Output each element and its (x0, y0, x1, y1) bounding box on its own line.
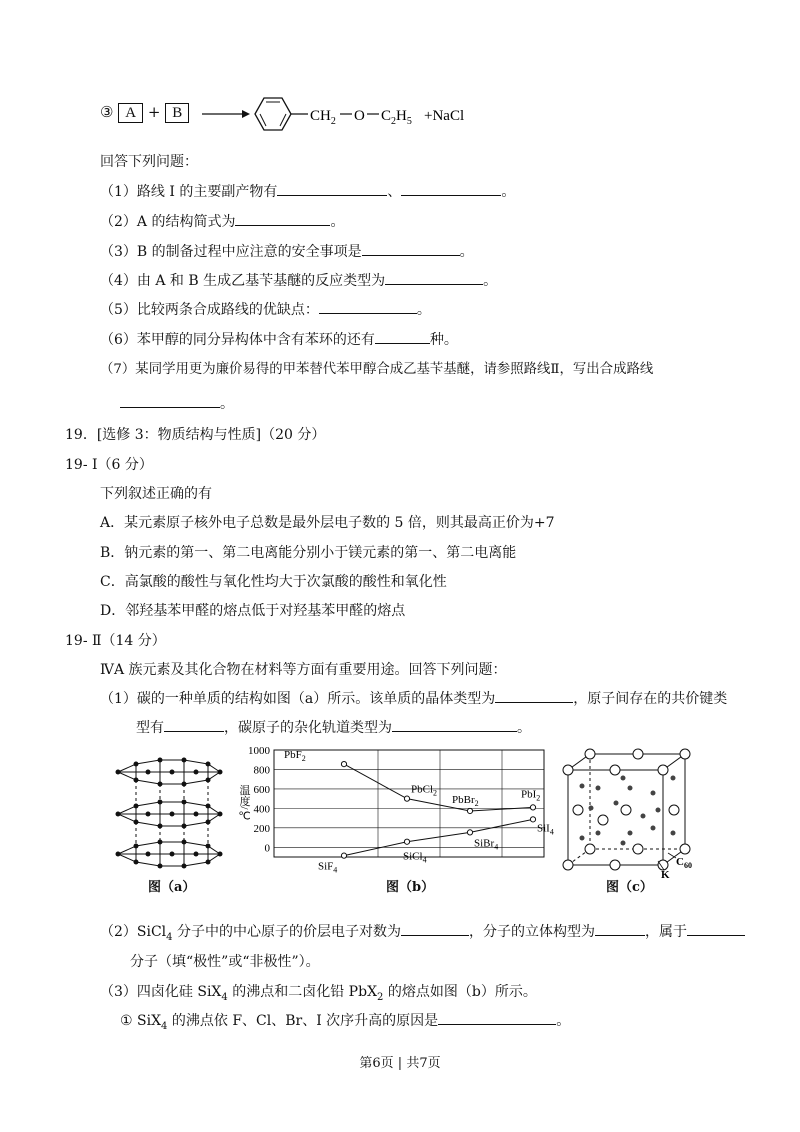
data-label: SiI$_4$ (537, 822, 554, 837)
y-tick-label: 400 (253, 803, 270, 816)
k3c60-lattice-figure (558, 748, 698, 881)
data-point (467, 808, 472, 813)
ethyl-group: $C_2H_5$ (381, 108, 412, 127)
q18-1-text: （1）路线 I 的主要副产物有 (100, 184, 278, 200)
data-label: PbF$_2$ (284, 749, 306, 764)
y-tick-label: 0 (264, 842, 270, 855)
data-label: PbBr$_2$ (452, 793, 479, 808)
option-c: C．高氯酸的酸性与氧化性均大于次氯酸的酸性和氧化性 (100, 574, 447, 590)
q18-5 (100, 299, 431, 319)
y-tick-label: 200 (253, 822, 270, 835)
q18-1-end: 。 (501, 184, 516, 200)
fig-b-caption: 图（b） (386, 880, 435, 895)
answer-blank[interactable] (385, 270, 483, 285)
benzene-ring-icon (255, 98, 291, 130)
q18-2 (100, 211, 344, 231)
data-point (530, 817, 535, 822)
answer-blank[interactable] (362, 241, 460, 256)
q19-2-2-text: （2）SiCl$_4$ 分子中的中心原子的价层电子对数为 (100, 924, 401, 943)
q18-6-text: （6）苯甲醇的同分异构体中含有苯环的还有 (100, 332, 375, 348)
q18-2-text: （2）A 的结构简式为 (100, 214, 236, 230)
series-line (344, 819, 533, 855)
data-point (404, 839, 409, 844)
data-label: SiCl$_4$ (403, 850, 427, 865)
q19-2-1b-mid: ，碳原子的杂化轨道类型为 (224, 720, 392, 736)
y-tick-label: 600 (253, 783, 270, 796)
q18-3-end: 。 (459, 244, 474, 260)
fig-a-caption: 图（a） (148, 880, 196, 895)
answer-blank[interactable] (319, 299, 417, 314)
q19-2-1-text: （1）碳的一种单质的结构如图（a）所示。该单质的晶体类型为 (100, 691, 496, 707)
q19-2-2-mid: ，分子的立体构型为 (469, 924, 595, 940)
q18-1 (100, 181, 515, 201)
reaction-3-product (200, 92, 500, 136)
answer-blank[interactable] (277, 181, 387, 196)
graphite-layer (118, 760, 220, 784)
q18-2-end: 。 (330, 214, 345, 230)
q19-2-3-1-text: ① SiX$_4$ 的沸点依 F、Cl、Br、I 次序升高的原因是 (120, 1013, 439, 1032)
q18-5-end: 。 (416, 302, 431, 318)
q18-5-text: （5）比较两条合成路线的优缺点： (100, 302, 319, 318)
q18-7-end: 。 (220, 396, 234, 412)
q19-2-3-1 (120, 1010, 570, 1032)
q18-4 (100, 270, 497, 290)
q19-2-2-mid2: ，属于 (645, 924, 687, 940)
page-footer: 第6页 | 共7页 (359, 1056, 441, 1071)
option-b: B．钠元素的第一、第二电离能分别小于镁元素的第一、第二电离能 (100, 545, 517, 561)
q18-1-sep: 、 (387, 184, 402, 200)
data-label: SiBr$_4$ (474, 837, 499, 852)
answer-blank[interactable] (495, 688, 573, 703)
fig-c-caption: 图（c） (606, 880, 653, 895)
answer-blank[interactable] (438, 1010, 556, 1025)
answer-blank[interactable] (401, 181, 501, 196)
graphite-layer (118, 802, 220, 826)
q18-7 (100, 358, 653, 377)
answer-blank[interactable] (120, 393, 220, 408)
y-tick-label: 800 (253, 764, 270, 777)
q19-2-2 (100, 921, 745, 943)
data-point (404, 796, 409, 801)
data-label: PbI$_2$ (521, 788, 541, 803)
q19-2-1b-end: 。 (517, 720, 531, 736)
q19-2-2b: 分子（填“极性”或“非极性”）。 (130, 954, 320, 970)
reaction-3 (100, 103, 189, 123)
q19-1-stem: 下列叙述正确的有 (100, 486, 212, 502)
q19-2-1b (136, 717, 531, 737)
box-b: B (165, 103, 189, 123)
k-label: K (661, 869, 670, 881)
circle-number: ③ (100, 103, 114, 121)
data-point (467, 830, 472, 835)
answer-blank[interactable] (164, 717, 224, 732)
answer-blank[interactable] (375, 329, 430, 344)
reaction-arrow (202, 110, 250, 118)
data-point (530, 805, 535, 810)
c60-label: $C_{60}$ (676, 856, 692, 870)
answer-blank[interactable] (235, 211, 330, 226)
q18-3 (100, 241, 474, 261)
oxygen-atom: O (354, 108, 365, 124)
answer-blank[interactable] (392, 717, 517, 732)
data-label: PbCl$_2$ (411, 783, 438, 798)
answer-blank[interactable] (401, 921, 469, 936)
graphite-layer (118, 842, 220, 866)
ch2-group: $CH_2$ (310, 108, 336, 127)
q19-2-title: 19- Ⅱ（14 分） (65, 633, 166, 649)
q19-2-3 (100, 981, 537, 1003)
q19-2-3-1-end: 。 (556, 1013, 571, 1029)
q18-4-text: （4）由 A 和 B 生成乙基苄基醚的反应类型为 (100, 273, 386, 289)
graphite-structure-figure (110, 752, 230, 870)
intro-text: 回答下列问题： (100, 154, 198, 170)
melting-boiling-chart (232, 742, 554, 875)
q19-title: 19．[选修 3：物质结构与性质]（20 分） (65, 427, 326, 443)
option-d: D．邻羟基苯甲醛的熔点低于对羟基苯甲醛的熔点 (100, 603, 406, 619)
q18-6 (100, 329, 458, 349)
nacl-product: +NaCl (424, 108, 465, 124)
y-tick-label: 1000 (248, 745, 270, 757)
answer-blank[interactable] (687, 921, 745, 936)
q19-1-title: 19- Ⅰ（6 分） (65, 457, 153, 473)
q19-2-1-text2: ，原子间存在的共价键类 (573, 691, 728, 707)
series-line (344, 764, 533, 811)
q19-2-intro: ⅣA 族元素及其化合物在材料等方面有重要用途。回答下列问题： (100, 662, 507, 678)
q18-3-text: （3）B 的制备过程中应注意的安全事项是 (100, 244, 362, 260)
q19-2-3-text: （3）四卤化硅 SiX$_4$ 的沸点和二卤化铅 PbX$_2$ 的熔点如图（b）所示。 (100, 984, 537, 1003)
data-point (341, 762, 346, 767)
q18-7-text: （7）某同学用更为廉价易得的甲苯替代苯甲醇合成乙基苄基醚，请参照路线Ⅱ，写出合成路线 (100, 362, 654, 377)
q18-4-end: 。 (483, 273, 498, 289)
q18-6-end: 种。 (429, 332, 458, 348)
data-point (341, 853, 346, 858)
answer-blank[interactable] (595, 921, 645, 936)
option-a: A．某元素原子核外电子总数是最外层电子数的 5 倍，则其最高正价为+7 (100, 515, 555, 531)
y-axis-label: 温度/℃ (238, 784, 250, 823)
data-label: SiF$_4$ (318, 860, 338, 875)
q19-2-1b-text: 型有 (136, 720, 164, 736)
box-a: A (118, 103, 143, 123)
q19-2-1 (100, 688, 727, 708)
q18-7-answer (120, 393, 234, 413)
plus-sign: + (147, 103, 161, 121)
